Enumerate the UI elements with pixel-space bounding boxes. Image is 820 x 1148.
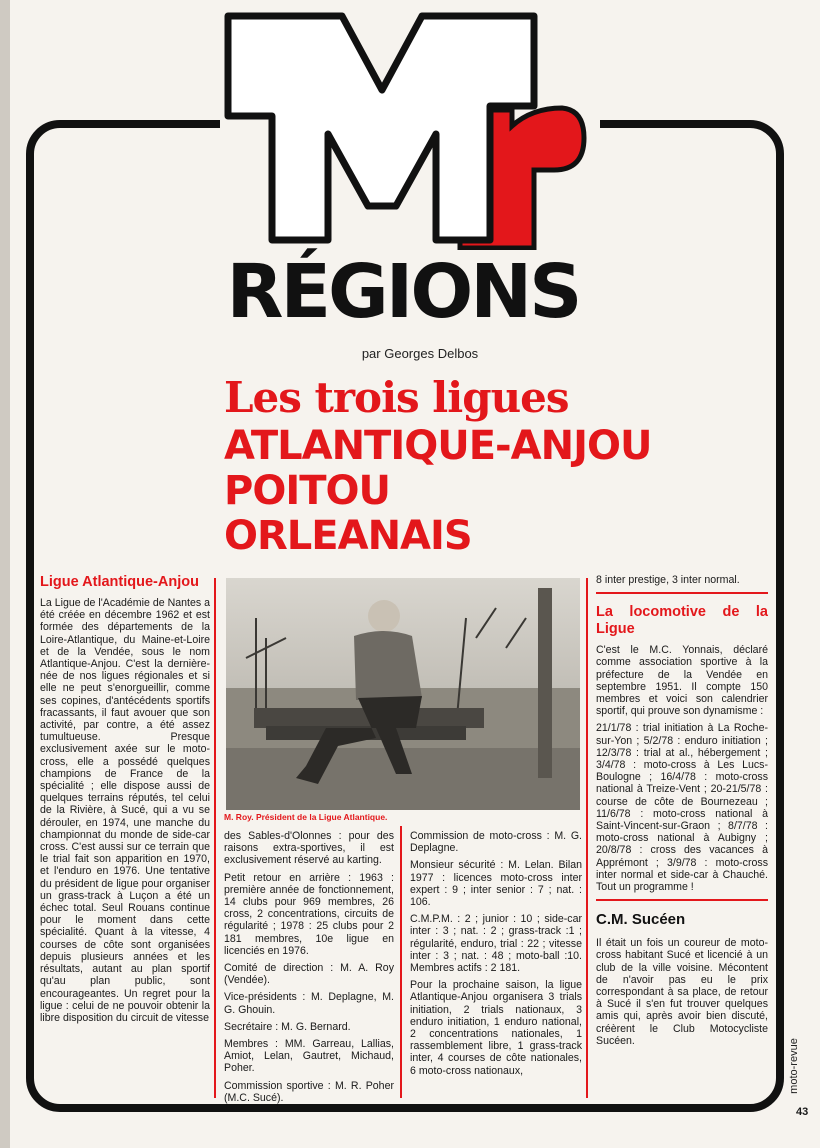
section-title: RÉGIONS [226,249,580,335]
column-3 [410,830,582,1082]
page-number: 43 [796,1106,809,1118]
headline-line3: POITOU [224,468,390,514]
section-heading: C.M. Sucéen [596,911,686,929]
paragraph: Commission de moto-cross : M. G. Deplagne. [410,830,582,855]
column-rule [586,578,588,1098]
page-spine [0,0,10,1148]
headline-line4: ORLEANAIS [224,513,472,559]
column-rule [400,826,402,1098]
paragraph: 21/1/78 : trial initiation à La Roche-sur-Yon ; 5/2/78 : enduro initiation ; 12/3/78 : trial at al., hébergement ; 3/4/78 : moto-cross à Les Lucs-Boulogne ; 16/4/78 : moto-cross national à Treize-Vent ; 20-21/5/78 : course de côte de Bournezeau ; 11/6/78 : moto-cross national à Saint-Vincent-sur-Graon ; 8/7/78 : moto-cross national à Aubigny ; 20/8/78 : cross des vacances à Apprémont ; 3/9/78 : moto-cross inter normal et side-car à Chauché. Tout un programme ! [596,722,768,894]
paragraph: La Ligue de l'Académie de Nantes a été créée en décembre 1962 et est formée des départements de la Loire-Atlantique, du Maine-et-Loire et de la Vendée, sous le nom Atlantique-Anjou. C'est la dernière-née de nos ligues régionales et si elle ne peut s'enorgueillir, comme ses copines, d'antécédents sportifs fracassants, il faut avouer que son activité, par contre, a été assez tumultueuse. Presque exclusivement axée sur le moto-cross, elle a possédé quelques champions de France de la spécialité ; elle dispose aussi de quelques terrains réputés, tel celui de la Rivière, à Sucé, qui a vu se dérouler, en 1974, une manche du championnat du monde de side-car cross. C'est aussi sur ce terrain que le trial fait son apparition en 1970, et l'enduro en 1976. Une tentative du président de ligue pour organiser un grass-track à Luçon a été un échec total. Seul Rouans continue pour le moment dans cette spécialité. Quant à la vitesse, 4 courses de côte sont organisées depuis plusieurs années et les résultats, autant au plan sportif qu'au plan public, sont encourageantes. Un regret pour la ligue : celui de ne pouvoir obtenir la libre disposition du circuit de vitesse [40,597,210,1024]
paragraph: C.M.P.M. : 2 ; junior : 10 ; side-car inter : 3 ; nat. : 2 ; grass-track :1 ; régularité, enduro, trial : 22 ; vitesse inter : 3 ; nat. : 48 ; moto-ball :10. Membres actifs : 2 181. [410,913,582,975]
paragraph: Petit retour en arrière : 1963 : première année de fonctionnement, 14 clubs pour 969 membres, 26 cross, 2 concentrations, circuits de régularité ; 1978 : 25 clubs pour 2 181 membres, 10e ligue en licenciés en 1976. [224,871,394,957]
column-4 [596,574,768,1052]
paragraph: Il était un fois un coureur de moto-cross habitant Sucé et licencié à un club de la ville voisine. Mécontent de n'avoir pas eu le prix correspondant à sa place, de retour à Sucé il s'en fut trouver quelques amis qui, après avoir bien discuté, créèrent le Club Motocycliste Sucéen. [596,937,768,1047]
paragraph: Vice-présidents : M. Deplagne, M. G. Ghouin. [224,991,394,1016]
column-rule [214,578,216,1098]
paragraph: Membres : MM. Garreau, Lallias, Amiot, Lelan, Gautret, Michaud, Poher. [224,1038,394,1075]
paragraph: C'est le M.C. Yonnais, déclaré comme association sportive à la préfecture de la Vendée en septembre 1951. Il compte 150 membres et voici son calendrier sportif, qui prouve son dynamisme : [596,644,768,718]
paragraph: Secrétaire : M. G. Bernard. [224,1020,351,1033]
headline [224,372,664,559]
section-heading: Ligue Atlantique-Anjou [40,574,199,590]
byline: par Georges Delbos [361,346,479,361]
paragraph: des Sables-d'Olonnes : pour des raisons extra-sportives, il est exclusivement réservé au karting. [224,830,394,867]
section-heading: La locomotive de la Ligue [596,604,768,638]
paragraph: 8 inter prestige, 3 inter normal. [596,574,740,586]
magazine-name: moto-revue [787,1038,800,1094]
column-2 [224,830,394,1109]
mr-logo [222,10,594,250]
paragraph: Pour la prochaine saison, la ligue Atlantique-Anjou organisera 3 trials initiation, 2 trials nationaux, 3 enduro initiation, 1 enduro national, 2 concentrations nationales, 1 rassemblement libre, 1 grass-track inter, 4 courses de côte nationales, 6 moto-cross nationaux, [410,979,582,1077]
paragraph: Commission sportive : M. R. Poher (M.C. Sucé). [224,1079,394,1104]
headline-line1: Les trois ligues [224,373,569,422]
paragraph: Comité de direction : M. A. Roy (Vendée). [224,962,394,987]
photo-caption: M. Roy. Président de la Ligue Atlantique. [224,812,388,822]
column-1 [40,574,210,1029]
paragraph: Monsieur sécurité : M. Lelan. Bilan 1977 : licences moto-cross inter expert : 9 ; inter senior : 7 ; nat. : 106. [410,859,582,909]
headline-line2: ATLANTIQUE-ANJOU [224,423,652,469]
president-photo [226,578,580,810]
